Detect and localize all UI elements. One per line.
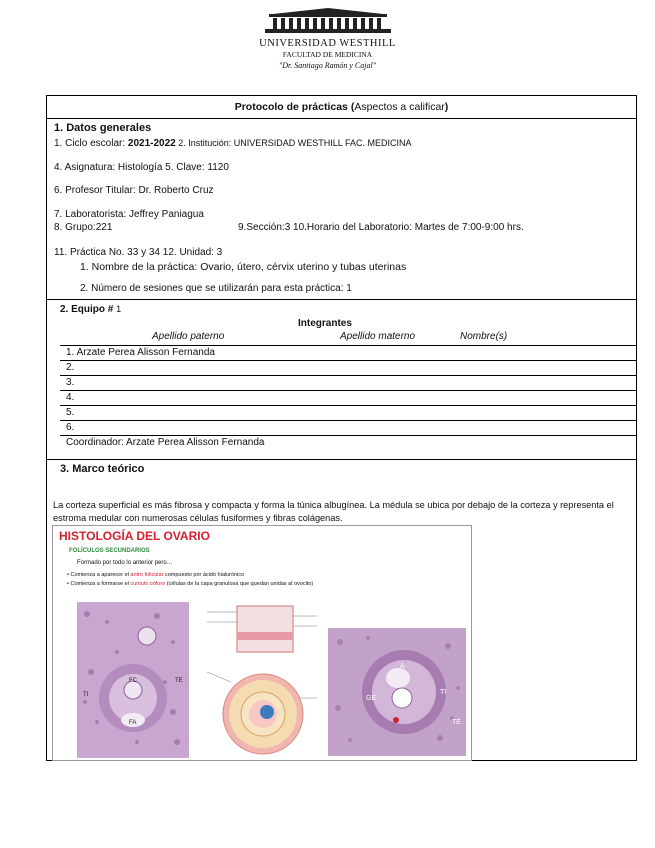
member-divider xyxy=(60,420,636,421)
label-ti: TI xyxy=(83,692,89,698)
title-box xyxy=(46,95,637,119)
member-divider xyxy=(60,375,636,376)
group-line: 8. Grupo:221 xyxy=(54,222,113,233)
label-te: TE xyxy=(175,678,183,684)
section1-title: 1. Datos generales xyxy=(54,122,152,134)
members-title: Integrantes xyxy=(298,318,352,329)
subject-line: 4. Asignatura: Histología 5. Clave: 1120 xyxy=(54,162,229,173)
page-title: Protocolo de prácticas (Aspectos a calificar) xyxy=(234,101,449,113)
lab-tech-line: 7. Laboratorista: Jeffrey Paniagua xyxy=(54,209,204,220)
professor-line: 6. Profesor Titular: Dr. Roberto Cruz xyxy=(54,185,214,196)
label-fa: FA xyxy=(129,720,137,726)
member-divider xyxy=(60,390,636,391)
member-divider xyxy=(60,435,636,436)
slide-line1: Formado por todo lo anterior pero… xyxy=(77,560,173,566)
member-row: 6. xyxy=(66,422,75,433)
slide-bullet-2: • Comienza a formarse el cumulo oóforo (células de la capa granulosa que quedan unidas al ovocito) xyxy=(67,581,314,587)
member-row: 2. xyxy=(66,362,75,373)
micrograph-left xyxy=(77,602,189,758)
col-materno: Apellido materno xyxy=(340,331,416,342)
theory-paragraph: La corteza superficial es más fibrosa y compacta y forma la túnica albugínea. La médula se ubica por debajo de la corteza y representa el estroma medular con numerosas células fusiformes y fibras colágenas. xyxy=(53,500,614,523)
slide-title: HISTOLOGÍA DEL OVARIO xyxy=(59,529,210,543)
document-header xyxy=(0,8,655,70)
follicle-diagram xyxy=(203,602,321,758)
coordinator-line: Coordinador: Arzate Perea Alisson Fernanda xyxy=(66,437,265,448)
member-row: 1. Arzate Perea Alisson Fernanda xyxy=(66,347,215,358)
sessions-line: 2. Número de sesiones que se utilizarán para esta práctica: 1 xyxy=(80,283,352,294)
col-nombre: Nombre(s) xyxy=(460,331,508,342)
col-paterno: Apellido paterno xyxy=(152,331,225,342)
histology-slide xyxy=(52,525,472,761)
practice-line: 11. Práctica No. 33 y 34 12. Unidad: 3 xyxy=(54,247,223,258)
slide-bullet-1: • Comienza a aparecer el antro folicular compuesto por ácido hialurónico xyxy=(67,572,245,578)
label-a: A xyxy=(400,663,405,670)
theory-top-rule xyxy=(46,459,637,460)
member-divider xyxy=(60,360,636,361)
faculty-name: FACULTAD DE MEDICINA xyxy=(282,50,373,59)
member-row: 4. xyxy=(66,392,75,403)
label-te-right: TE xyxy=(452,719,461,726)
section3-title: 3. Marco teórico xyxy=(60,463,145,475)
label-ti-right: TI xyxy=(440,689,447,696)
label-fc: FC xyxy=(129,678,137,684)
member-row: 3. xyxy=(66,377,75,388)
slide-subtitle: FOLÍCULOS SECUNDARIOS xyxy=(69,548,150,554)
member-divider xyxy=(60,405,636,406)
practice-name-line: 1. Nombre de la práctica: Ovario, útero, cérvix uterino y tubas uterinas xyxy=(80,261,407,273)
university-motto: "Dr. Santiago Ramón y Cajal" xyxy=(278,61,377,70)
university-logo xyxy=(263,8,393,34)
label-ge: GE xyxy=(366,695,377,702)
member-divider xyxy=(60,345,636,346)
member-row: 5. xyxy=(66,407,75,418)
university-name: UNIVERSIDAD WESTHILL xyxy=(259,38,396,49)
section2-title: 2. Equipo # 1 xyxy=(60,304,122,315)
micrograph-right xyxy=(328,628,466,756)
cycle-institution-line: 1. Ciclo escolar: 2021-2022 2. Institución: UNIVERSIDAD WESTHILL FAC. MEDICINA xyxy=(54,138,412,149)
section-schedule-line: 9.Sección:3 10.Horario del Laboratorio: Martes de 7:00-9:00 hrs. xyxy=(238,222,524,233)
